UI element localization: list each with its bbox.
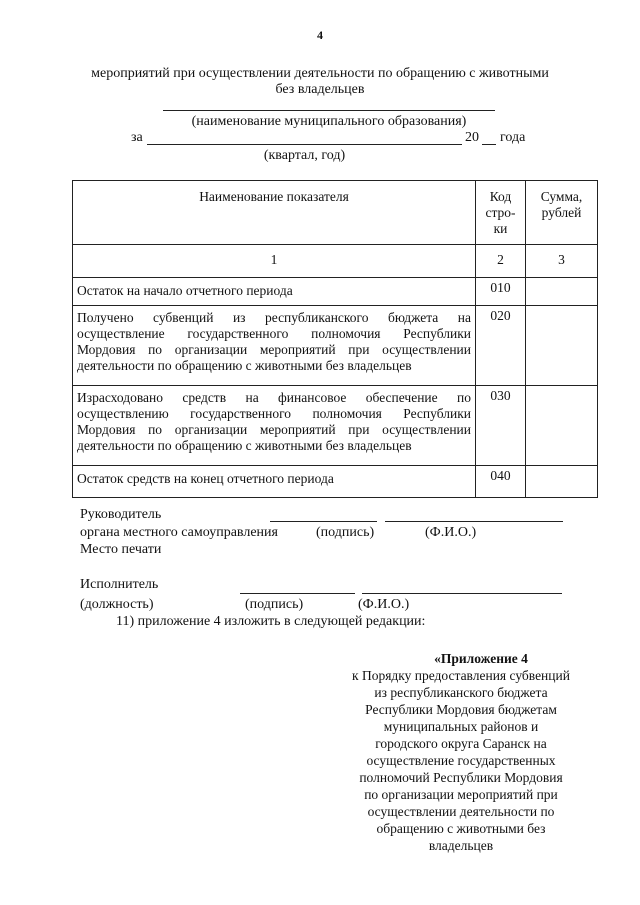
sum-cell[interactable] [526, 278, 598, 306]
header-indicator-name: Наименование показателя [73, 181, 476, 245]
period-field[interactable] [147, 144, 462, 145]
column-number: 1 [73, 245, 476, 278]
sum-cell[interactable] [526, 466, 598, 498]
sum-cell[interactable] [526, 386, 598, 466]
appendix-line: осуществление государственных [366, 753, 556, 768]
row-code: 040 [476, 466, 526, 498]
heading-line-2: без владельцев [275, 82, 365, 97]
stamp-place: Место печати [80, 542, 162, 557]
municipality-caption: (наименование муниципального образования) [191, 114, 467, 129]
indicator-line: Израсходовано средств на финансовое обеспечение по [77, 390, 471, 405]
executor-fio-caption: (Ф.И.О.) [358, 597, 410, 612]
column-number-row [73, 245, 598, 278]
head-signature-caption: (подпись) [316, 525, 375, 540]
table-row [73, 386, 598, 466]
appendix-line: городского округа Саранск на [375, 736, 547, 751]
indicator-line: осуществлению государственного полномочия Республики [77, 406, 471, 421]
report-table [72, 180, 598, 498]
indicator-line: деятельности по обращению с животными без владельцев [77, 358, 412, 373]
table-row [73, 306, 598, 386]
heading-line-1: мероприятий при осуществлении деятельности по обращению с животными [91, 66, 549, 81]
appendix-line: обращению с животными без [376, 821, 546, 836]
header-code-line: ки [493, 221, 508, 236]
table-header-row [73, 181, 598, 245]
page-number: 4 [317, 28, 323, 42]
indicator-name [73, 306, 476, 386]
row-code: 020 [476, 306, 526, 386]
header-code-line: Код [489, 189, 512, 204]
appendix-line: из республиканского бюджета [374, 685, 548, 700]
row-code: 010 [476, 278, 526, 306]
period-year-prefix: 20 [465, 130, 479, 145]
appendix-line: муниципальных районов и [383, 719, 539, 734]
table-row [73, 466, 598, 498]
period-prefix: за [131, 130, 143, 145]
indicator-name: Остаток средств на конец отчетного периода [73, 466, 476, 498]
indicator-line: осуществление государственного полномочия Республики [77, 326, 471, 341]
header-code [476, 181, 526, 245]
appendix-line: владельцев [428, 838, 494, 853]
sum-cell[interactable] [526, 306, 598, 386]
header-code-line: стро- [485, 205, 516, 220]
header-sum-line: рублей [541, 205, 582, 220]
table-row [73, 278, 598, 306]
head-signature-field[interactable] [270, 521, 377, 522]
head-fio-field[interactable] [385, 521, 563, 522]
executor-signature-caption: (подпись) [245, 597, 304, 612]
head-label-2: органа местного самоуправления [80, 525, 278, 540]
appendix-line: к Порядку предоставления субвенций [352, 668, 570, 683]
appendix-line: полномочий Республики Мордовия [359, 770, 563, 785]
indicator-line: деятельности по обращению с животными без владельцев [77, 438, 412, 453]
head-fio-caption: (Ф.И.О.) [425, 525, 477, 540]
appendix-line: по организации мероприятий при [364, 787, 558, 802]
row-code: 030 [476, 386, 526, 466]
header-sum [526, 181, 598, 245]
position-caption: (должность) [80, 597, 154, 612]
indicator-name: Остаток на начало отчетного периода [73, 278, 476, 306]
appendix-title: «Приложение 4 [434, 651, 528, 666]
indicator-name [73, 386, 476, 466]
period-caption: (квартал, год) [263, 148, 346, 163]
head-label: Руководитель [80, 507, 162, 522]
executor-label: Исполнитель [80, 577, 159, 592]
instruction-text: 11) приложение 4 изложить в следующей редакции: [116, 614, 426, 629]
period-year-suffix: года [500, 130, 526, 145]
indicator-line: Мордовия по организации мероприятий при осуществлении [77, 422, 471, 437]
executor-fio-field[interactable] [362, 593, 562, 594]
column-number: 2 [476, 245, 526, 278]
column-number: 3 [526, 245, 598, 278]
appendix-line: осуществлении деятельности по [367, 804, 555, 819]
header-sum-line: Сумма, [540, 189, 583, 204]
indicator-line: Мордовия по организации мероприятий при осуществлении [77, 342, 471, 357]
appendix-block [330, 650, 592, 854]
indicator-line: Получено субвенций из республиканского бюджета на [77, 310, 471, 325]
year-field[interactable] [482, 144, 496, 145]
municipality-name-field[interactable] [163, 110, 495, 111]
executor-signature-field[interactable] [240, 593, 355, 594]
appendix-line: Республики Мордовия бюджетам [365, 702, 557, 717]
